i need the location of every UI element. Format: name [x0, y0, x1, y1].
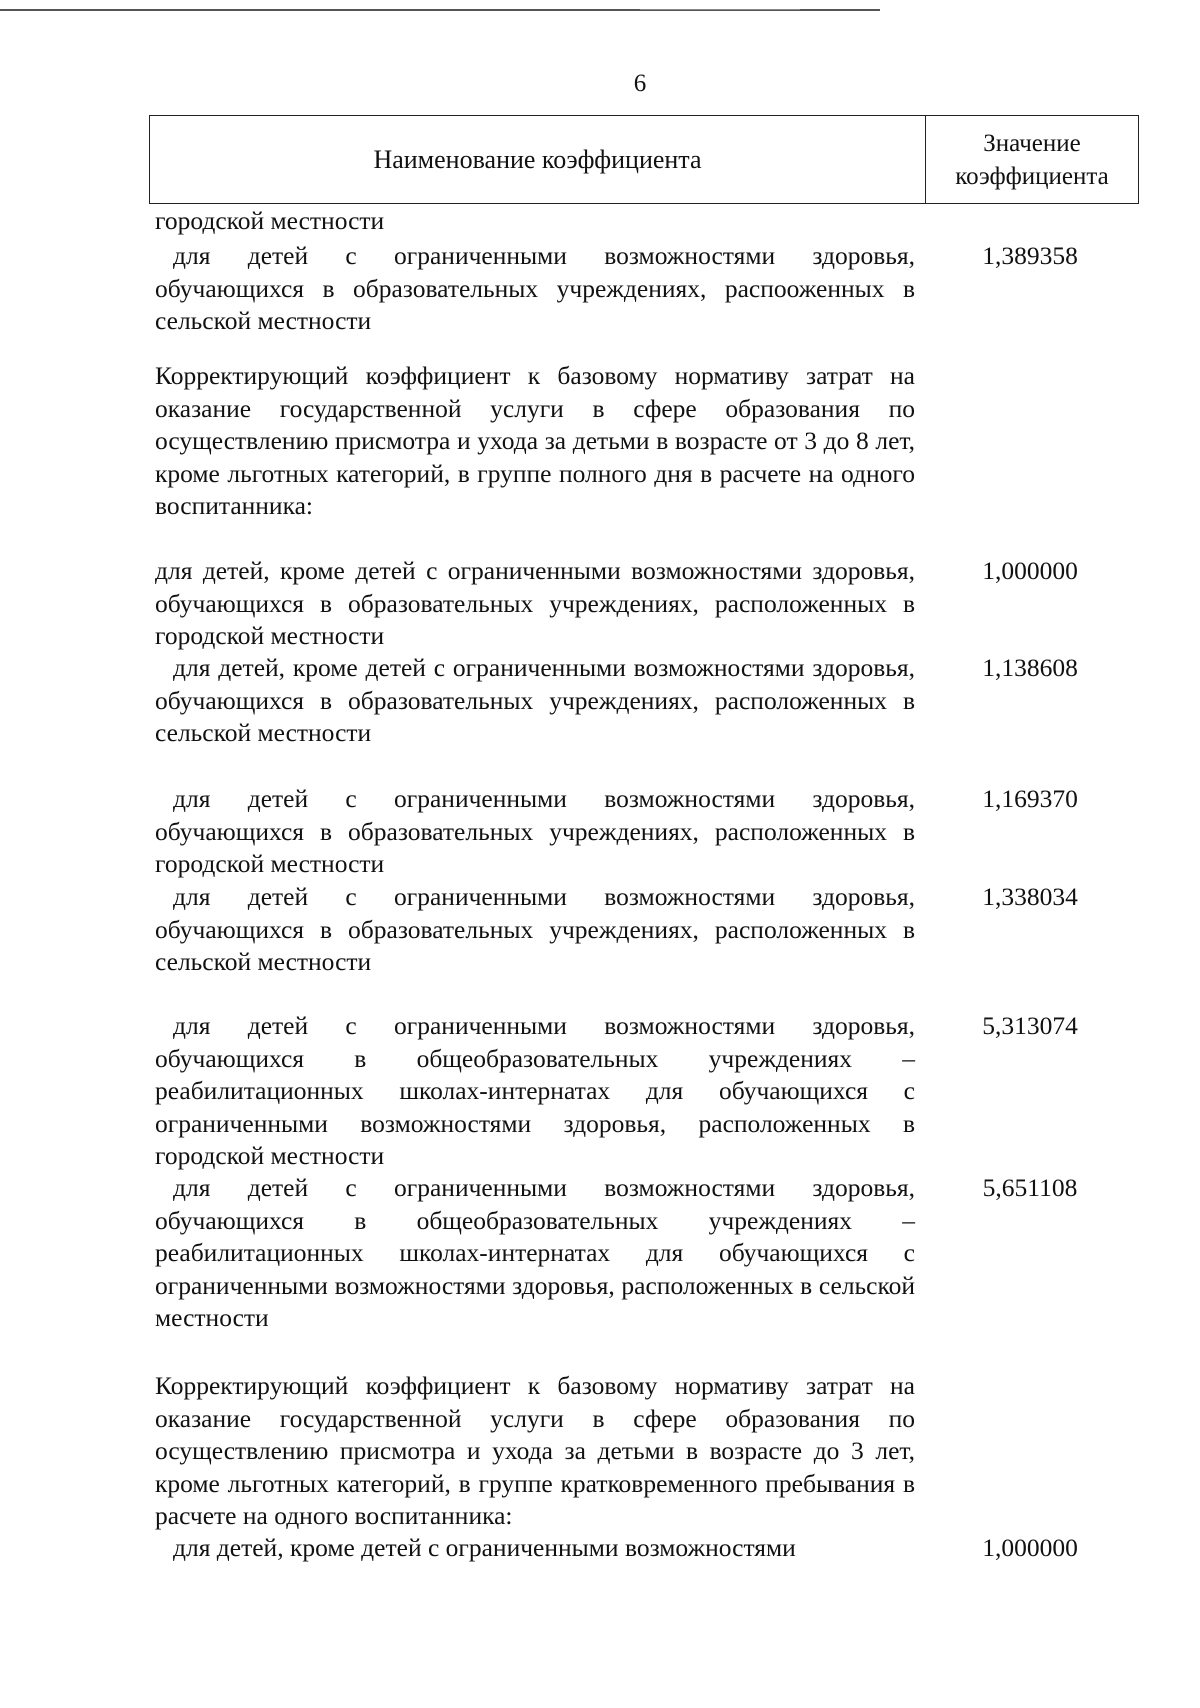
row-value: 1,389358 [982, 241, 1078, 270]
table-header [149, 115, 1139, 204]
row-text: для детей с ограниченными возможностями здоровья, обучающихся в образовательных учреждениях, расположенных в сельской местности [155, 882, 915, 976]
row-text: для детей, кроме детей с ограниченными возможностями здоровья, обучающихся в образовательных учреждениях, расположенных в городской местности [155, 556, 915, 650]
row-text: для детей с ограниченными возможностями здоровья, обучающихся в образовательных учреждениях, расположенных в городской местности [155, 784, 915, 878]
section-heading: Корректирующий коэффициент к базовому нормативу затрат на оказание государственной услуги в сфере образования по осуществлению присмотра и ухода за детьми в возрасте до 3 лет, кроме льготных категорий, в группе кратковременного пребывания в расчете на одного воспитанника: [155, 1371, 915, 1530]
header-value-column: Значение коэффициента [955, 129, 1109, 190]
top-rule-secondary [640, 9, 800, 10]
row-value: 1,000000 [982, 1533, 1078, 1562]
row-text: для детей, кроме детей с ограниченными возможностями здоровья, обучающихся в образовательных учреждениях, расположенных в сельской местности [155, 653, 915, 747]
page-number: 6 [633, 70, 647, 97]
row-text: для детей с ограниченными возможностями здоровья, обучающихся в общеобразовательных учреждениях – реабилитационных школах-интернатах для обучающихся с ограниченными возможностями здоровья, расположенных в сельской местности [155, 1173, 915, 1332]
row-value: 1,000000 [982, 556, 1078, 585]
row-text: для детей с ограниченными возможностями здоровья, обучающихся в общеобразовательных учреждениях – реабилитационных школах-интернатах для обучающихся с ограниченными возможностями здоровья, расположенных в городской местности [155, 1011, 915, 1170]
row-value: 1,138608 [982, 653, 1078, 682]
header-name-column: Наименование коэффициента [150, 116, 926, 203]
row-text: для детей, кроме детей с ограниченными возможностями [173, 1533, 796, 1562]
row-value: 5,313074 [982, 1011, 1078, 1040]
row-text: для детей с ограниченными возможностями здоровья, обучающихся в образовательных учреждениях, распооженных в сельской местности [155, 241, 915, 335]
row-value: 5,651108 [982, 1173, 1078, 1202]
row-value: 1,338034 [982, 882, 1078, 911]
row-value: 1,169370 [982, 784, 1078, 813]
section-heading: Корректирующий коэффициент к базовому нормативу затрат на оказание государственной услуги в сфере образования по осуществлению присмотра и ухода за детьми в возрасте от 3 до 8 лет, кроме льготных категорий, в группе полного дня в расчете на одного воспитанника: [155, 361, 915, 520]
row-text: городской местности [155, 206, 385, 235]
